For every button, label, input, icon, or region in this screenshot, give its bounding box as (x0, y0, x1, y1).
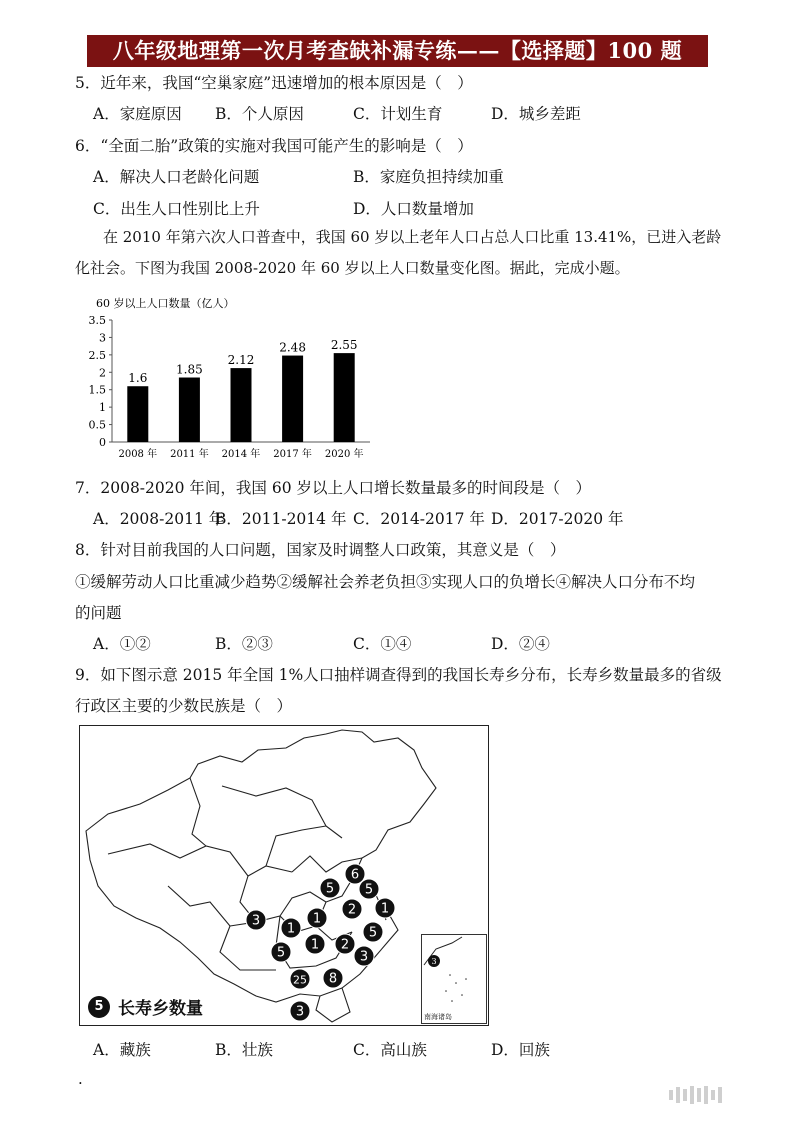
bar-value-label: 1.85 (176, 362, 203, 377)
page-banner: 八年级地理第一次月考查缺补漏专练——【选择题】100 题 (87, 35, 708, 67)
y-tick-label: 1 (99, 401, 106, 415)
longevity-marker-label: 3 (251, 913, 261, 929)
passage (75, 222, 725, 284)
inset-outline (422, 935, 484, 1021)
q8-statements-cont: 的问题 (75, 604, 122, 622)
q8-option-b[interactable]: B．②③ (215, 635, 273, 653)
q5-option-d[interactable]: D．城乡差距 (491, 105, 581, 123)
watermark-bars (669, 1084, 779, 1106)
q7-option-a[interactable]: A．2008-2011 年 (93, 510, 225, 528)
longevity-marker-label: 3 (295, 1004, 305, 1020)
q8-option-d[interactable]: D．②④ (491, 635, 550, 653)
legend-label: 长寿乡数量 (118, 999, 203, 1019)
q9-stem: 9．如下图示意 2015 年全国 1%人口抽样调查得到的我国长寿乡分布，长寿乡数量最多的省级 (75, 666, 722, 684)
q9-option-c[interactable]: C．高山族 (353, 1041, 427, 1059)
bar-value-label: 2.12 (227, 353, 255, 368)
longevity-marker-label: 1 (286, 921, 296, 937)
longevity-marker-label: 1 (380, 901, 390, 917)
q6-option-c[interactable]: C．出生人口性别比上升 (93, 200, 260, 218)
longevity-marker-label: 1 (312, 911, 322, 927)
longevity-marker-label: 5 (325, 881, 335, 897)
bar-value-label: 1.6 (128, 371, 148, 386)
bar (334, 353, 355, 442)
map-legend (88, 994, 203, 1019)
longevity-marker-label: 25 (293, 973, 307, 987)
x-tick-label: 2017 年 (273, 449, 312, 460)
q8-stem: 8．针对目前我国的人口问题，国家及时调整人口政策，其意义是（ ） (75, 541, 566, 559)
q8-option-c[interactable]: C．①④ (353, 635, 412, 653)
bar-value-label: 2.48 (279, 340, 306, 355)
q8-option-a[interactable]: A．①② (93, 635, 151, 653)
south-sea-inset (421, 934, 487, 1024)
longevity-marker-label: 6 (350, 867, 360, 883)
map-markers (246, 864, 395, 1021)
longevity-marker-label: 3 (359, 949, 369, 965)
x-tick-label: 2011 年 (170, 449, 209, 460)
y-tick-label: 1.5 (88, 383, 106, 397)
q7-option-b[interactable]: B．2011-2014 年 (215, 510, 347, 528)
y-tick-label: 0 (99, 436, 106, 449)
q5-option-c[interactable]: C．计划生育 (353, 105, 443, 123)
bar (179, 378, 200, 442)
bar (231, 368, 252, 442)
longevity-marker-label: 8 (328, 971, 338, 987)
q7-option-d[interactable]: D．2017-2020 年 (491, 510, 624, 528)
q9-option-b[interactable]: B．壮族 (215, 1041, 273, 1059)
q7-stem: 7．2008-2020 年间，我国 60 岁以上人口增长数量最多的时间段是（ ） (75, 479, 591, 497)
q9-option-a[interactable]: A．藏族 (93, 1041, 151, 1059)
q5-stem: 5．近年来，我国“空巢家庭”迅速增加的根本原因是（ ） (75, 74, 473, 92)
elderly-population-chart (72, 294, 382, 466)
longevity-marker-label: 1 (310, 937, 320, 953)
q5-option-a[interactable]: A．家庭原因 (93, 105, 182, 123)
q7-option-c[interactable]: C．2014-2017 年 (353, 510, 485, 528)
x-tick-label: 2008 年 (118, 449, 158, 460)
x-tick-label: 2020 年 (324, 449, 364, 460)
y-tick-label: 0.5 (88, 418, 106, 432)
bar (127, 386, 148, 442)
longevity-marker-label: 5 (368, 925, 378, 941)
q6-option-d[interactable]: D．人口数量增加 (353, 200, 474, 218)
legend-marker: 5 (88, 996, 110, 1018)
bar-value-label: 2.55 (330, 338, 358, 353)
inset-marker-label: 3 (431, 957, 437, 966)
y-tick-label: 3.5 (88, 314, 106, 327)
q5-option-b[interactable]: B．个人原因 (215, 105, 304, 123)
q8-statements: ①缓解劳动人口比重减少趋势②缓解社会养老负担③实现人口的负增长④解决人口分布不均 (75, 573, 696, 591)
longevity-marker-label: 5 (364, 882, 374, 898)
inset-label: 南海诸岛 (424, 1013, 452, 1021)
q9-option-d[interactable]: D．回族 (491, 1041, 550, 1059)
bar (282, 356, 303, 442)
longevity-marker-label: 5 (276, 945, 286, 961)
x-tick-label: 2014 年 (221, 449, 261, 460)
q6-option-b[interactable]: B．家庭负担持续加重 (353, 168, 504, 186)
y-tick-label: 3 (99, 331, 106, 345)
q6-stem: 6．“全面二胎”政策的实施对我国可能产生的影响是（ ） (75, 137, 473, 155)
q9-stem-cont: 行政区主要的少数民族是（ ） (75, 697, 293, 715)
longevity-marker-label: 2 (340, 937, 350, 953)
chart-title: 60 岁以上人口数量（亿人） (96, 297, 235, 310)
passage-text: 在 2010 年第六次人口普查中，我国 60 岁以上老年人口占总人口比重 13.41%，已进入老龄化社会。下图为我国 2008-2020 年 60 岁以上人口数量变化图。据此，完成小题。 (75, 228, 722, 277)
y-tick-label: 2 (99, 366, 106, 380)
y-tick-label: 2.5 (88, 348, 106, 362)
footer-dot: · (78, 1074, 83, 1092)
longevity-marker-label: 2 (347, 902, 357, 918)
q6-option-a[interactable]: A．解决人口老龄化问题 (93, 168, 260, 186)
longevity-map (79, 725, 489, 1026)
